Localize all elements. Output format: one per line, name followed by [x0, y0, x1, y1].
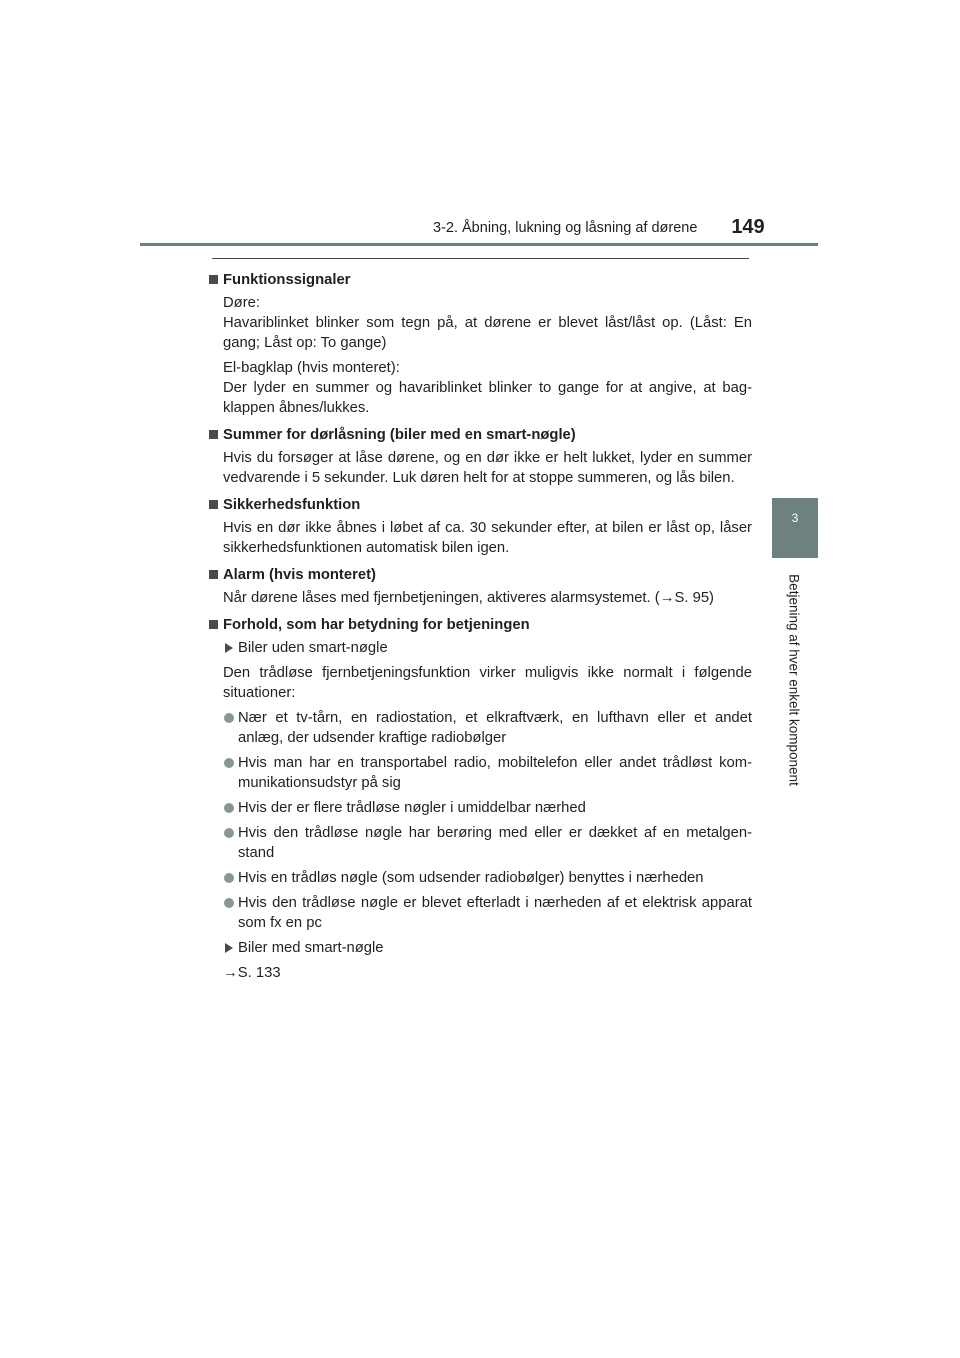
- triangle-bullet-icon: [225, 943, 233, 953]
- paragraph: Hvis en dør ikke åbnes i løbet af ca. 30 sekunder efter, at bilen er låst op, låser sikkerhedsfunktionen automatisk bilen igen.: [223, 520, 752, 556]
- heading-text: Alarm (hvis monteret): [223, 567, 376, 583]
- list-item: [208, 798, 752, 818]
- cross-reference: →S. 133: [223, 965, 281, 981]
- chapter-tab: [772, 498, 818, 558]
- circle-bullet-icon: [224, 873, 234, 883]
- triangle-bullet-icon: [225, 643, 233, 653]
- square-bullet-icon: [209, 620, 218, 629]
- header-rule: [140, 243, 818, 246]
- section-heading: [208, 615, 752, 635]
- chapter-number: 3: [791, 511, 799, 525]
- list-item-text: Hvis den trådløse nøgle har berøring med eller er dækket af en metalgen-stand: [238, 825, 752, 861]
- list-item-text: Hvis den trådløse nøgle er blevet efterladt i nærheden af et elektrisk apparat som fx en pc: [238, 895, 752, 931]
- paragraph-text: Havariblinket blinker som tegn på, at dørene er blevet låst/låst op. (Låst: En gang; Låst op: To gange): [223, 315, 752, 351]
- square-bullet-icon: [209, 500, 218, 509]
- paragraph: Den trådløse fjernbetjeningsfunktion virker muligvis ikke normalt i følgende situationer:: [223, 665, 752, 701]
- main-content: [208, 270, 752, 988]
- circle-bullet-icon: [224, 758, 234, 768]
- list-item-text: Nær et tv-tårn, en radiostation, et elkraftværk, en lufthavn eller et andet anlæg, der udsender kraftige radiobølger: [238, 710, 752, 746]
- circle-bullet-icon: [224, 828, 234, 838]
- page-number: 149: [731, 216, 765, 238]
- square-bullet-icon: [209, 275, 218, 284]
- chapter-label: [770, 564, 818, 796]
- sub-heading-text: Biler med smart-nøgle: [238, 940, 384, 956]
- heading-text: Summer for dørlåsning (biler med en smart-nøgle): [223, 427, 576, 443]
- paragraph: Når dørene låses med fjernbetjeningen, aktiveres alarmsystemet. (→S. 95): [223, 590, 714, 606]
- heading-text: Funktionssignaler: [223, 272, 351, 288]
- paragraph: [208, 358, 752, 418]
- list-item-text: Hvis en trådløs nøgle (som udsender radiobølger) benyttes i nærheden: [238, 870, 704, 886]
- sub-heading-text: Biler uden smart-nøgle: [238, 640, 388, 656]
- paragraph-text: Der lyder en summer og havariblinket blinker to gange for at angive, at bag-klappen åbnes/lukkes.: [223, 380, 752, 416]
- list-item: [208, 753, 752, 793]
- list-item-text: Hvis man har en transportabel radio, mobiltelefon eller andet trådløst kom-munikationsudstyr på sig: [238, 755, 752, 791]
- paragraph-label: Døre:: [223, 295, 260, 311]
- section-heading: [208, 270, 752, 290]
- sub-heading: [208, 938, 752, 958]
- list-item: [208, 868, 752, 888]
- square-bullet-icon: [209, 430, 218, 439]
- heading-text: Forhold, som har betydning for betjeningen: [223, 617, 530, 633]
- paragraph-label: El-bagklap (hvis monteret):: [223, 360, 400, 376]
- paragraph: [208, 293, 752, 353]
- list-item-text: Hvis der er flere trådløse nøgler i umiddelbar nærhed: [238, 800, 586, 816]
- section-rule: [212, 258, 749, 259]
- list-item: [208, 708, 752, 748]
- section-heading: [208, 495, 752, 515]
- heading-text: Sikkerhedsfunktion: [223, 497, 361, 513]
- chapter-label-text: Betjening af hver enkelt komponent: [786, 574, 802, 786]
- page-header-title: 3-2. Åbning, lukning og låsning af dørene: [433, 220, 698, 236]
- list-item: [208, 823, 752, 863]
- paragraph: Hvis du forsøger at låse dørene, og en dør ikke er helt lukket, lyder en summer vedvarende i 5 sekunder. Luk døren helt for at stoppe summeren, og lås bilen.: [223, 450, 752, 486]
- sub-heading: [208, 638, 752, 658]
- section-heading: [208, 425, 752, 445]
- section-heading: [208, 565, 752, 585]
- circle-bullet-icon: [224, 713, 234, 723]
- list-item: [208, 893, 752, 933]
- circle-bullet-icon: [224, 803, 234, 813]
- square-bullet-icon: [209, 570, 218, 579]
- circle-bullet-icon: [224, 898, 234, 908]
